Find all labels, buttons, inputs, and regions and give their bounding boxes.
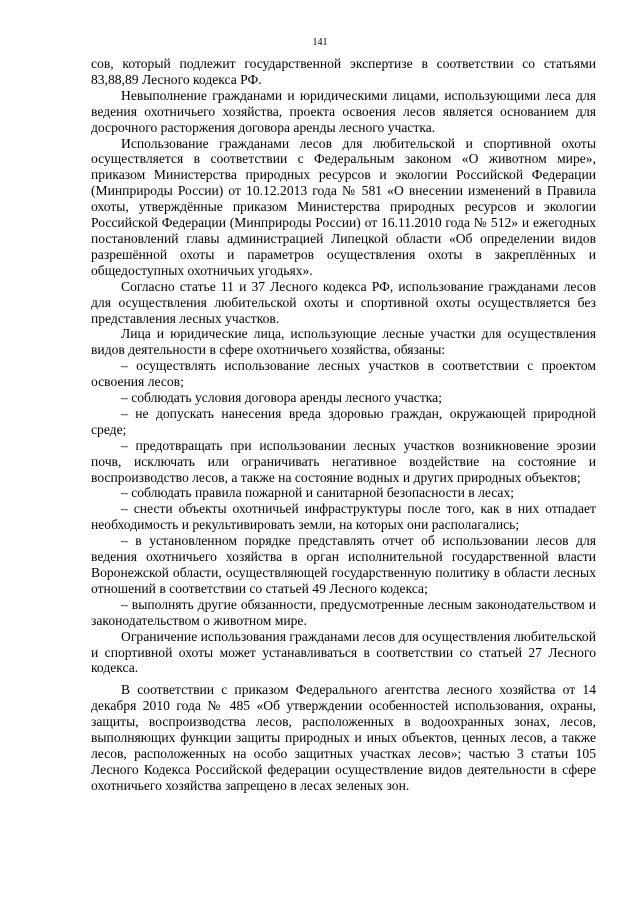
- paragraph: Невыполнение гражданами и юридическими лицами, использующими леса для ведения охотничьего хозяйства, проекта освоения лесов является основанием для досрочного расторжения договора аренды лесного участка.: [91, 87, 596, 135]
- paragraph: сов, который подлежит государственной экспертизе в соответствии со статьями 83,88,89 Лесного кодекса РФ.: [91, 56, 596, 87]
- page-number: 141: [312, 37, 328, 48]
- list-item: – снести объекты охотничьей инфраструктуры после того, как в них отпадает необходимость и рекультивировать земли, на которых они располагались;: [91, 501, 596, 533]
- list-item: – в установленном порядке представлять отчет об использовании лесов для ведения охотничьего хозяйства в орган исполнительной государственной власти Воронежской области, осуществляющей государственную политику в области лесных отношений в соответствии со статьей 49 Лесного кодекса;: [91, 533, 596, 596]
- list-item: – не допускать нанесения вреда здоровью граждан, окружающей природной среде;: [91, 405, 596, 437]
- list-item: – предотвращать при использовании лесных участков возникновение эрозии почв, исключать или ограничивать негативное воздействие на состояние и воспроизводство лесов, а также на состояние водных и других природных объектов;: [91, 437, 596, 485]
- paragraph: Ограничение использования гражданами лесов для осуществления любительской и спортивной охоты может устанавливаться в соответствии со статьей 27 Лесного кодекса.: [91, 628, 596, 676]
- paragraph: В соответствии с приказом Федерального агентства лесного хозяйства от 14 декабря 2010 года № 485 «Об утверждении особенностей использования, охраны, защиты, воспроизводства лесов, расположенных в водоохранных зонах, лесов, выполняющих функции защиты природных и иных объектов, ценных лесов, а также лесов, расположенных на особо защитных участках лесов»; частью 3 статьи 105 Лесного Кодекса Российской федерации осуществление видов деятельности в сфере охотничьего хозяйства запрещено в лесах зеленых зон.: [91, 682, 596, 793]
- list-item: – осуществлять использование лесных участков в соответствии с проектом освоения лесов;: [91, 358, 596, 390]
- paragraph: Использование гражданами лесов для любительской и спортивной охоты осуществляется в соответствии с Федеральным законом «О животном мире», приказом Министерства природных ресурсов и экологии Российской Федерации (Минприроды России) от 10.12.2013 года № 581 «О внесении изменений в Правила охоты, утверждённые приказом Министерства природных ресурсов и экологии Российской Федерации (Минприроды России) от 16.11.2010 года № 512» и ежегодных постановлений главы администрацией Липецкой области «Об определении видов разрешённой охоты и параметров осуществления охоты в закреплённых и общедоступных охотничьих угодьях».: [91, 135, 596, 278]
- document-body: [91, 56, 596, 794]
- list-item: – соблюдать условия договора аренды лесного участка;: [121, 390, 442, 406]
- list-item: – выполнять другие обязанности, предусмотренные лесным законодательством и законодательством о животном мире.: [91, 596, 596, 628]
- paragraph: Согласно статье 11 и 37 Лесного кодекса РФ, использование гражданами лесов для осуществления любительской охоты и спортивной охоты осуществляется без представления лесных участков.: [91, 278, 596, 326]
- paragraph: Лица и юридические лица, использующие лесные участки для осуществления видов деятельности в сфере охотничьего хозяйства, обязаны:: [91, 326, 596, 358]
- list-item: – соблюдать правила пожарной и санитарной безопасности в лесах;: [121, 485, 515, 501]
